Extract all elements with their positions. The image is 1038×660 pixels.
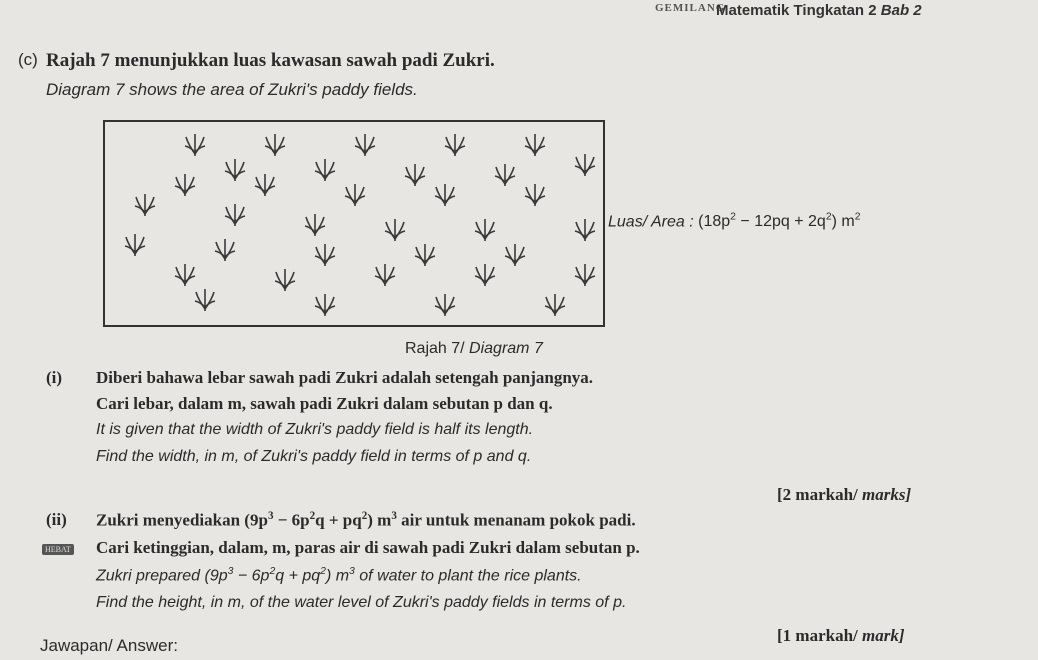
area-expr-part: − 12pq + 2q — [735, 213, 826, 231]
paddy-plant-icon — [475, 219, 495, 241]
paddy-plant-icon — [495, 164, 515, 186]
part-ii-label: (ii) — [46, 510, 67, 529]
area-label-english: Area — [651, 213, 685, 231]
paddy-plant-icon — [405, 164, 425, 186]
header-title-text: Matematik Tingkatan 2 — [716, 2, 881, 19]
exp: 3 — [227, 566, 234, 577]
text-part: Zukri menyediakan (9p — [96, 510, 268, 530]
header-chapter: Bab 2 — [880, 2, 922, 19]
part-ii-malay-line2: Cari ketinggian, dalam, m, paras air di sawah padi Zukri dalam sebutan p. — [96, 538, 640, 557]
caption-malay: Rajah 7 — [405, 340, 461, 357]
part-ii-marks: [1 markah/ mark] — [777, 626, 905, 645]
paddy-plant-icon — [415, 244, 435, 266]
diagram-caption: Rajah 7/ Diagram 7 — [405, 340, 543, 357]
question-label: (c) — [18, 50, 38, 69]
paddy-plant-icon — [435, 184, 455, 206]
area-expr-part: ) m — [831, 213, 855, 231]
exp: 2 — [320, 566, 326, 577]
area-exp: 2 — [854, 212, 861, 223]
paddy-plant-icon — [305, 214, 325, 236]
text-part: q + pq — [315, 510, 362, 530]
paddy-plant-icon — [135, 194, 155, 216]
area-label-malay: Luas — [608, 213, 643, 231]
paddy-plant-icon — [385, 219, 405, 241]
paddy-plant-icon — [265, 134, 285, 156]
paddy-plant-icon — [275, 269, 295, 291]
paddy-plant-icon — [175, 264, 195, 286]
paddy-plant-icon — [315, 244, 335, 266]
hebat-badge: HEBAT — [42, 544, 74, 555]
paddy-plants-illustration — [105, 122, 603, 325]
answer-label: Jawapan/ Answer: — [40, 636, 178, 655]
exp: 3 — [349, 566, 355, 577]
marks-malay: [1 markah — [777, 626, 854, 645]
paddy-plant-icon — [505, 244, 525, 266]
area-label: Luas/ Area : $(18p^2 - 12pq + 2q^2)$ $m^2$ — [608, 212, 861, 231]
paddy-plant-icon — [475, 264, 495, 286]
paddy-plant-icon — [125, 234, 145, 256]
part-i-label: (i) — [46, 368, 63, 387]
paddy-plant-icon — [175, 174, 195, 196]
paddy-plant-icon — [525, 134, 545, 156]
paddy-field-rectangle — [103, 120, 605, 327]
part-i-english-line1: It is given that the width of Zukri's paddy field is half its length. — [96, 421, 534, 438]
text-part: air untuk menanam pokok padi. — [396, 510, 636, 530]
part-ii-english-line2: Find the height, in m, of the water level of Zukri's paddy fields in terms of p. — [96, 594, 627, 611]
area-expr-part: (18p — [698, 213, 731, 231]
exp: 3 — [391, 510, 397, 522]
area-exp: 2 — [825, 212, 832, 223]
paddy-plant-icon — [185, 134, 205, 156]
paddy-plant-icon — [315, 159, 335, 181]
text-part: − 6p — [273, 510, 310, 530]
paddy-plant-icon — [255, 174, 275, 196]
part-i-malay-line1: Diberi bahawa lebar sawah padi Zukri adalah setengah panjangnya. — [96, 368, 594, 387]
part-i-english-line2: Find the width, in m, of Zukri's paddy field in terms of p and q. — [96, 448, 532, 465]
area-expression — [698, 213, 860, 230]
text-part: ) m — [367, 510, 392, 530]
paddy-plant-icon — [345, 184, 365, 206]
exp: 2 — [309, 510, 316, 522]
paddy-plant-icon — [575, 219, 595, 241]
text-part: of water to plant the rice plants. — [354, 567, 582, 585]
text-part: − 6p — [233, 567, 270, 585]
paddy-plant-icon — [225, 204, 245, 226]
exp: 3 — [267, 510, 274, 522]
marks-english: marks] — [862, 485, 912, 504]
text-part: Zukri prepared (9p — [96, 567, 228, 585]
area-exp: 2 — [730, 212, 736, 223]
paddy-plant-icon — [355, 134, 375, 156]
paddy-plant-icon — [545, 294, 565, 316]
marks-malay: [2 markah — [777, 485, 854, 504]
paddy-plant-icon — [575, 264, 595, 286]
question-text-malay: Rajah 7 menunjukkan luas kawasan sawah padi Zukri. — [46, 50, 495, 71]
marks-english: mark] — [862, 626, 905, 645]
page-header-title — [716, 2, 922, 20]
paddy-plant-icon — [215, 239, 235, 261]
paddy-plant-icon — [575, 154, 595, 176]
paddy-plant-icon — [525, 184, 545, 206]
publisher-logo: GEMILANG — [655, 2, 726, 14]
part-ii-malay-line1 — [96, 510, 636, 531]
caption-english: Diagram 7 — [469, 340, 543, 357]
part-ii-english-line1 — [96, 566, 582, 585]
paddy-plant-icon — [435, 294, 455, 316]
part-i-malay-line2: Cari lebar, dalam m, sawah padi Zukri dalam sebutan p dan q. — [96, 394, 553, 413]
text-part: q + pq — [275, 567, 321, 585]
text-part: ) m — [325, 567, 350, 585]
exp: 2 — [269, 566, 276, 577]
exp: 2 — [361, 510, 368, 522]
paddy-plant-icon — [315, 294, 335, 316]
paddy-plant-icon — [445, 134, 465, 156]
paddy-plant-icon — [225, 159, 245, 181]
part-i-marks: [2 markah/ marks] — [777, 485, 912, 504]
paddy-plant-icon — [375, 264, 395, 286]
question-text-english: Diagram 7 shows the area of Zukri's paddy fields. — [46, 80, 418, 99]
paddy-plant-icon — [195, 289, 215, 311]
